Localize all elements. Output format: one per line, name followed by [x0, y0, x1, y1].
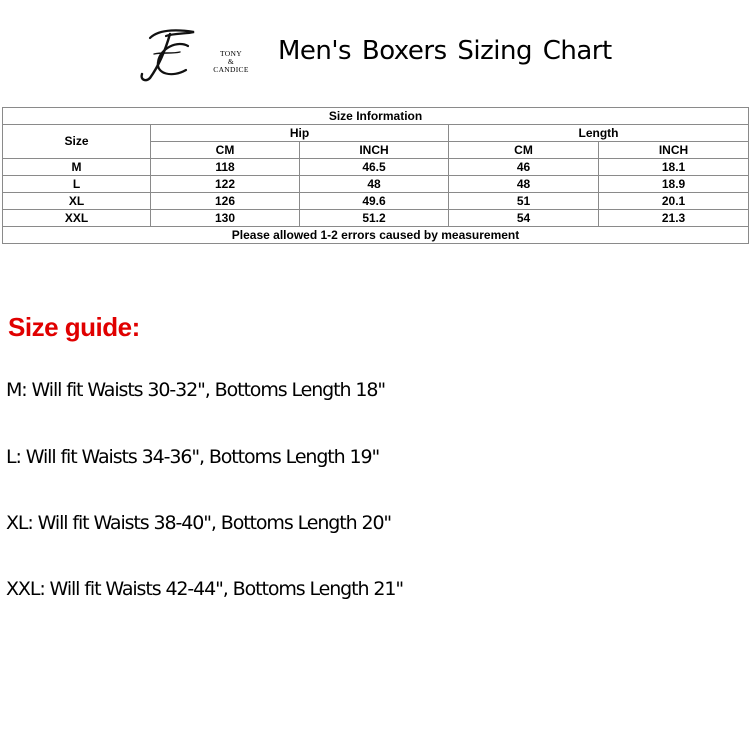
table-cell: 54	[449, 210, 599, 227]
table-cell: 21.3	[599, 210, 749, 227]
size-guide-heading: Size guide:	[8, 312, 140, 342]
table-row	[3, 159, 749, 176]
logo-wordmark	[206, 50, 256, 74]
logo-text-line: TONY	[220, 49, 242, 58]
size-cell: XXL	[3, 210, 151, 227]
unit-header: INCH	[300, 142, 449, 159]
table-cell: 48	[449, 176, 599, 193]
table-row	[3, 210, 749, 227]
table-cell: 122	[151, 176, 300, 193]
size-cell: XL	[3, 193, 151, 210]
table-cell: 51.2	[300, 210, 449, 227]
size-table	[2, 107, 749, 244]
table-row	[3, 193, 749, 210]
size-guide-item-l: L: Will fit Waists 34-36", Bottoms Length 19"	[6, 446, 380, 468]
size-cell: M	[3, 159, 151, 176]
brand-logo	[136, 24, 256, 84]
hip-group-header: Hip	[151, 125, 449, 142]
table-caption-row	[3, 108, 749, 125]
table-cell: 20.1	[599, 193, 749, 210]
table-cell: 130	[151, 210, 300, 227]
measurement-note: Please allowed 1-2 errors caused by measurement	[3, 227, 749, 244]
table-cell: 118	[151, 159, 300, 176]
size-column-header: Size	[3, 125, 151, 159]
size-guide-item-xl: XL: Will fit Waists 38-40", Bottoms Length 20"	[6, 512, 392, 534]
length-group-header: Length	[449, 125, 749, 142]
table-cell: 18.9	[599, 176, 749, 193]
table-cell: 48	[300, 176, 449, 193]
table-row	[3, 176, 749, 193]
size-guide-item-m: M: Will fit Waists 30-32", Bottoms Length 18"	[6, 379, 385, 401]
unit-header: CM	[151, 142, 300, 159]
size-cell: L	[3, 176, 151, 193]
table-group-row	[3, 125, 749, 142]
logo-text-line: CANDICE	[213, 65, 249, 74]
logo-text-line: &	[227, 57, 235, 66]
unit-header: CM	[449, 142, 599, 159]
table-cell: 46.5	[300, 159, 449, 176]
table-footer-row	[3, 227, 749, 244]
table-cell: 49.6	[300, 193, 449, 210]
table-cell: 51	[449, 193, 599, 210]
monogram-icon	[136, 24, 208, 84]
page-title: Men's Boxers Sizing Chart	[278, 36, 612, 66]
unit-header: INCH	[599, 142, 749, 159]
header	[0, 18, 750, 88]
table-caption: Size Information	[3, 108, 749, 125]
table-cell: 46	[449, 159, 599, 176]
table-cell: 18.1	[599, 159, 749, 176]
table-cell: 126	[151, 193, 300, 210]
size-guide-item-xxl: XXL: Will fit Waists 42-44", Bottoms Length 21"	[6, 578, 403, 600]
